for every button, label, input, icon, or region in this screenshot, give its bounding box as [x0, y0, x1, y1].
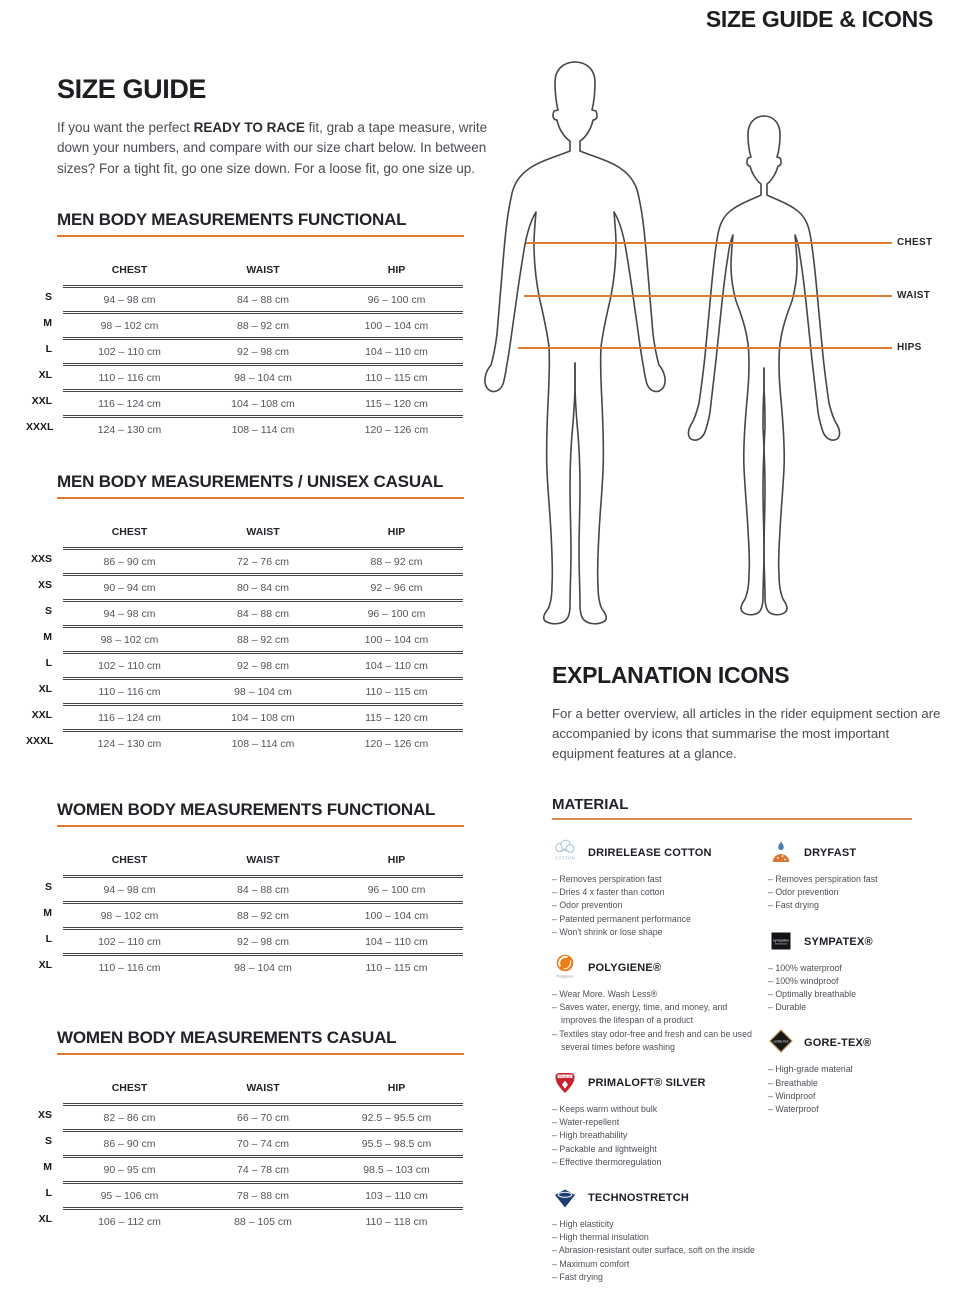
measurement-cell: 98 – 104 cm	[196, 363, 330, 389]
material-feature: – High breathability	[552, 1129, 759, 1142]
column-header: HIP	[387, 264, 406, 276]
measurement-cell: 96 – 100 cm	[330, 285, 463, 311]
table-header-row	[26, 520, 464, 547]
measurement-cell: 104 – 110 cm	[330, 927, 463, 953]
table-row	[26, 285, 464, 311]
sympatex-icon	[768, 927, 794, 957]
material-feature: – Water-repellent	[552, 1116, 759, 1129]
table-title: MEN BODY MEASUREMENTS FUNCTIONAL	[57, 210, 464, 237]
measurement-cell: 104 – 110 cm	[330, 337, 463, 363]
size-label: M	[43, 631, 52, 643]
material-item-header	[552, 1068, 759, 1098]
column-header: CHEST	[111, 526, 148, 538]
measurement-cell: 110 – 118 cm	[330, 1207, 463, 1233]
material-feature: – 100% waterproof	[768, 962, 950, 975]
material-item-header	[552, 953, 759, 983]
measurement-cell: 100 – 104 cm	[330, 311, 463, 337]
measurement-cell: 86 – 90 cm	[63, 1129, 196, 1155]
table-row	[26, 875, 464, 901]
measurement-cell: 96 – 100 cm	[330, 599, 463, 625]
column-header: WAIST	[246, 1082, 280, 1094]
column-header: WAIST	[246, 854, 280, 866]
size-label: L	[45, 657, 52, 669]
material-feature: – High elasticity	[552, 1218, 759, 1231]
hips-line-label: HIPS	[897, 342, 922, 353]
size-label: M	[43, 1161, 52, 1173]
label-spacer	[26, 520, 63, 547]
material-feature: – Fast drying	[552, 1271, 759, 1284]
material-feature: – Removes perspiration fast	[552, 873, 759, 886]
men-unisex-casual-table-section	[26, 472, 464, 755]
measurement-cell: 98 – 104 cm	[196, 677, 330, 703]
measurement-cell: 92 – 98 cm	[196, 651, 330, 677]
goretex-icon	[768, 1028, 794, 1058]
men-functional-table	[26, 258, 464, 441]
material-title: DRIRELEASE COTTON	[588, 847, 712, 859]
material-title: POLYGIENE®	[588, 962, 662, 975]
measurement-cell: 100 – 104 cm	[330, 625, 463, 651]
size-label: XXXL	[26, 421, 54, 433]
column-header: WAIST	[246, 264, 280, 276]
table-title: MEN BODY MEASUREMENTS / UNISEX CASUAL	[57, 472, 464, 499]
material-feature: – Fast drying	[768, 899, 950, 912]
table-row	[26, 677, 464, 703]
material-item	[768, 927, 950, 1015]
column-header: HIP	[387, 526, 406, 538]
size-label: XL	[38, 683, 52, 695]
size-label: L	[45, 1187, 52, 1199]
material-item	[768, 1028, 950, 1116]
measurement-cell: 72 – 76 cm	[196, 547, 330, 573]
material-feature: – Durable	[768, 1001, 950, 1014]
women-functional-table	[26, 848, 464, 979]
measurement-cell: 92 – 98 cm	[196, 337, 330, 363]
waist-line-label: WAIST	[897, 290, 931, 301]
measurement-cell: 104 – 110 cm	[330, 651, 463, 677]
material-title: DRYFAST	[804, 847, 857, 859]
measurement-cell: 74 – 78 cm	[196, 1155, 330, 1181]
table-row	[26, 389, 464, 415]
column-header: WAIST	[246, 526, 280, 538]
table-row	[26, 1103, 464, 1129]
size-label: M	[43, 907, 52, 919]
table-row	[26, 547, 464, 573]
women-casual-table-section	[26, 1028, 464, 1233]
material-feature: – Waterproof	[768, 1103, 950, 1116]
measurement-cell: 88 – 105 cm	[196, 1207, 330, 1233]
measurement-cell: 104 – 108 cm	[196, 389, 330, 415]
material-feature-list	[768, 873, 950, 913]
measurement-cell: 92 – 96 cm	[330, 573, 463, 599]
page-title: SIZE GUIDE & ICONS	[705, 6, 933, 32]
size-label: S	[44, 291, 52, 303]
measurement-cell: 116 – 124 cm	[63, 703, 196, 729]
column-header: CHEST	[111, 854, 148, 866]
measurement-cell: 88 – 92 cm	[196, 625, 330, 651]
measurement-cell: 88 – 92 cm	[196, 901, 330, 927]
women-functional-table-section	[26, 800, 464, 979]
measurement-cell: 98 – 102 cm	[63, 625, 196, 651]
material-feature: – Textiles stay odor-free and fresh and can be used several times before washing	[552, 1028, 759, 1054]
size-label: XL	[38, 959, 52, 971]
table-title: WOMEN BODY MEASUREMENTS CASUAL	[57, 1028, 464, 1055]
body-silhouettes	[468, 52, 892, 669]
table-row	[26, 651, 464, 677]
men-functional-table-section	[26, 210, 464, 441]
material-feature: – Wear More. Wash Less®	[552, 988, 759, 1001]
measurement-cell: 110 – 116 cm	[63, 363, 196, 389]
material-item-header	[552, 1183, 759, 1213]
size-label: S	[44, 881, 52, 893]
material-item-header	[768, 1028, 950, 1058]
material-title: SYMPATEX®	[804, 935, 873, 948]
material-feature-list	[768, 962, 950, 1015]
table-row	[26, 1181, 464, 1207]
ready-to-race-text: READY TO RACE	[193, 120, 305, 135]
column-header: HIP	[387, 854, 406, 866]
material-feature: – Dries 4 x faster than cotton	[552, 886, 759, 899]
size-label: M	[43, 317, 52, 329]
table-row	[26, 927, 464, 953]
svg-text:GORE-TEX: GORE-TEX	[773, 1039, 789, 1044]
material-item	[552, 838, 759, 939]
polygiene-icon	[552, 953, 578, 983]
material-feature-list	[552, 1218, 759, 1284]
measurement-cell: 95.5 – 98.5 cm	[330, 1129, 463, 1155]
measurement-cell: 115 – 120 cm	[330, 703, 463, 729]
material-feature: – Patented permanent performance	[552, 913, 759, 926]
technostretch-icon	[552, 1183, 578, 1213]
drirelease-cotton-icon	[552, 838, 578, 868]
size-guide-heading: SIZE GUIDE	[57, 74, 207, 104]
material-feature: – Removes perspiration fast	[768, 873, 950, 886]
size-label: XXL	[31, 709, 52, 721]
intro-text-continued: fit, grab a tape measure, write down your numbers, and compare with our size chart below. In between sizes? For a tight fit, go one size down. For a loose fit, go one size up.	[57, 120, 488, 176]
material-item	[552, 1183, 759, 1284]
measurement-cell: 124 – 130 cm	[63, 415, 196, 441]
material-item	[552, 1068, 759, 1169]
measurement-cell: 100 – 104 cm	[330, 901, 463, 927]
female-silhouette	[688, 116, 765, 615]
measurement-cell: 103 – 110 cm	[330, 1181, 463, 1207]
material-feature-list	[552, 873, 759, 939]
material-feature: – Maximum comfort	[552, 1258, 759, 1271]
material-heading: MATERIAL	[552, 796, 912, 820]
material-item-header	[768, 838, 950, 868]
material-feature: – Windproof	[768, 1090, 950, 1103]
explanation-icons-heading: EXPLANATION ICONS	[552, 662, 790, 688]
measurement-cell: 102 – 110 cm	[63, 337, 196, 363]
material-feature-list	[552, 1103, 759, 1169]
measurement-cell: 110 – 115 cm	[330, 953, 463, 979]
material-feature: – 100% windproof	[768, 975, 950, 988]
measurement-cell: 104 – 108 cm	[196, 703, 330, 729]
size-label: S	[44, 1135, 52, 1147]
measurement-cell: 80 – 84 cm	[196, 573, 330, 599]
svg-text:sympatex: sympatex	[772, 938, 790, 943]
size-label: S	[44, 605, 52, 617]
svg-text:COTTON: COTTON	[554, 855, 576, 861]
male-silhouette	[485, 62, 575, 624]
size-label: XL	[38, 369, 52, 381]
measurement-cell: 94 – 98 cm	[63, 285, 196, 311]
measurement-cell: 94 – 98 cm	[63, 875, 196, 901]
explanation-text: For a better overview, all articles in the rider equipment section are accompanied by icons that summarise the most important equipment features at a glance.	[552, 706, 941, 761]
measurement-cell: 124 – 130 cm	[63, 729, 196, 755]
measurement-cell: 70 – 74 cm	[196, 1129, 330, 1155]
women-casual-table	[26, 1076, 464, 1233]
measurement-cell: 110 – 116 cm	[63, 953, 196, 979]
measurement-cell: 84 – 88 cm	[196, 599, 330, 625]
measurement-cell: 120 – 126 cm	[330, 729, 463, 755]
material-feature: – Odor prevention	[768, 886, 950, 899]
material-item-header	[552, 838, 759, 868]
measurement-cell: 88 – 92 cm	[196, 311, 330, 337]
size-label: XXS	[30, 553, 52, 565]
table-row	[26, 1129, 464, 1155]
table-header-row	[26, 848, 464, 875]
measurement-cell: 92.5 – 95.5 cm	[330, 1103, 463, 1129]
size-label: XXXL	[26, 735, 54, 747]
measurement-cell: 108 – 114 cm	[196, 729, 330, 755]
measurement-cell: 92 – 98 cm	[196, 927, 330, 953]
size-label: XS	[37, 579, 52, 591]
size-guide-intro	[57, 118, 513, 179]
column-header: HIP	[387, 1082, 406, 1094]
material-feature: – High thermal insulation	[552, 1231, 759, 1244]
measurement-cell: 98 – 102 cm	[63, 311, 196, 337]
table-row	[26, 953, 464, 979]
size-label: XL	[38, 1213, 52, 1225]
measurement-cell: 84 – 88 cm	[196, 285, 330, 311]
measurement-cell: 66 – 70 cm	[196, 1103, 330, 1129]
size-label: L	[45, 343, 52, 355]
measurement-cell: 95 – 106 cm	[63, 1181, 196, 1207]
table-row	[26, 703, 464, 729]
size-label: XXL	[31, 395, 52, 407]
material-feature-list	[552, 988, 759, 1054]
material-feature: – Won't shrink or lose shape	[552, 926, 759, 939]
table-row	[26, 1207, 464, 1233]
material-feature-list	[768, 1063, 950, 1116]
material-column-right	[768, 838, 950, 1130]
measurement-cell: 98 – 102 cm	[63, 901, 196, 927]
measurement-cell: 88 – 92 cm	[330, 547, 463, 573]
intro-text: If you want the perfect	[57, 120, 194, 135]
table-row	[26, 729, 464, 755]
material-feature: – Breathable	[768, 1077, 950, 1090]
measurement-cell: 96 – 100 cm	[330, 875, 463, 901]
measurement-cell: 110 – 116 cm	[63, 677, 196, 703]
label-spacer	[26, 258, 63, 285]
measurement-cell: 110 – 115 cm	[330, 677, 463, 703]
column-header: CHEST	[111, 264, 148, 276]
measurement-cell: 82 – 86 cm	[63, 1103, 196, 1129]
table-row	[26, 415, 464, 441]
measurement-cell: 102 – 110 cm	[63, 927, 196, 953]
table-header-row	[26, 258, 464, 285]
table-row	[26, 1155, 464, 1181]
measurement-cell: 98.5 – 103 cm	[330, 1155, 463, 1181]
table-row	[26, 901, 464, 927]
material-title: TECHNOSTRETCH	[588, 1192, 689, 1205]
label-spacer	[26, 848, 63, 875]
men-unisex-casual-table	[26, 520, 464, 755]
table-row	[26, 337, 464, 363]
label-spacer	[26, 1076, 63, 1103]
material-item-header	[768, 927, 950, 957]
table-row	[26, 625, 464, 651]
measurement-cell: 116 – 124 cm	[63, 389, 196, 415]
measurement-cell: 106 – 112 cm	[63, 1207, 196, 1233]
material-column-left	[552, 838, 759, 1298]
dryfast-icon	[768, 838, 794, 868]
chest-line-label: CHEST	[897, 237, 933, 248]
measurement-cell: 90 – 95 cm	[63, 1155, 196, 1181]
table-row	[26, 311, 464, 337]
material-feature: – Odor prevention	[552, 899, 759, 912]
material-feature: – Keeps warm without bulk	[552, 1103, 759, 1116]
table-title: WOMEN BODY MEASUREMENTS FUNCTIONAL	[57, 800, 464, 827]
material-feature: – Packable and lightweight	[552, 1143, 759, 1156]
measurement-cell: 102 – 110 cm	[63, 651, 196, 677]
material-title: PRIMALOFT® SILVER	[588, 1077, 706, 1090]
measurement-cell: 90 – 94 cm	[63, 573, 196, 599]
primaloft-icon	[552, 1068, 578, 1098]
measurement-cell: 78 – 88 cm	[196, 1181, 330, 1207]
svg-text:PrimaLoft: PrimaLoft	[559, 1075, 571, 1079]
material-item	[768, 838, 950, 913]
material-item	[552, 953, 759, 1054]
table-row	[26, 363, 464, 389]
measurement-cell: 110 – 115 cm	[330, 363, 463, 389]
material-title: GORE-TEX®	[804, 1037, 872, 1050]
size-label: XS	[37, 1109, 52, 1121]
table-row	[26, 599, 464, 625]
size-label: L	[45, 933, 52, 945]
silhouette-figure-svg	[468, 52, 892, 664]
measurement-cell: 115 – 120 cm	[330, 389, 463, 415]
measurement-cell: 108 – 114 cm	[196, 415, 330, 441]
material-feature: – Abrasion-resistant outer surface, soft on the inside	[552, 1244, 759, 1257]
table-header-row	[26, 1076, 464, 1103]
table-row	[26, 573, 464, 599]
measurement-cell: 94 – 98 cm	[63, 599, 196, 625]
material-feature: – High-grade material	[768, 1063, 950, 1076]
measurement-cell: 84 – 88 cm	[196, 875, 330, 901]
measurement-cell: 86 – 90 cm	[63, 547, 196, 573]
svg-text:Polygiene: Polygiene	[556, 974, 574, 979]
material-feature: – Effective thermoregulation	[552, 1156, 759, 1169]
measurement-cell: 98 – 104 cm	[196, 953, 330, 979]
measurement-cell: 120 – 126 cm	[330, 415, 463, 441]
column-header: CHEST	[111, 1082, 148, 1094]
material-feature: – Saves water, energy, time, and money, and improves the lifespan of a product	[552, 1001, 759, 1027]
material-feature: – Optimally breathable	[768, 988, 950, 1001]
